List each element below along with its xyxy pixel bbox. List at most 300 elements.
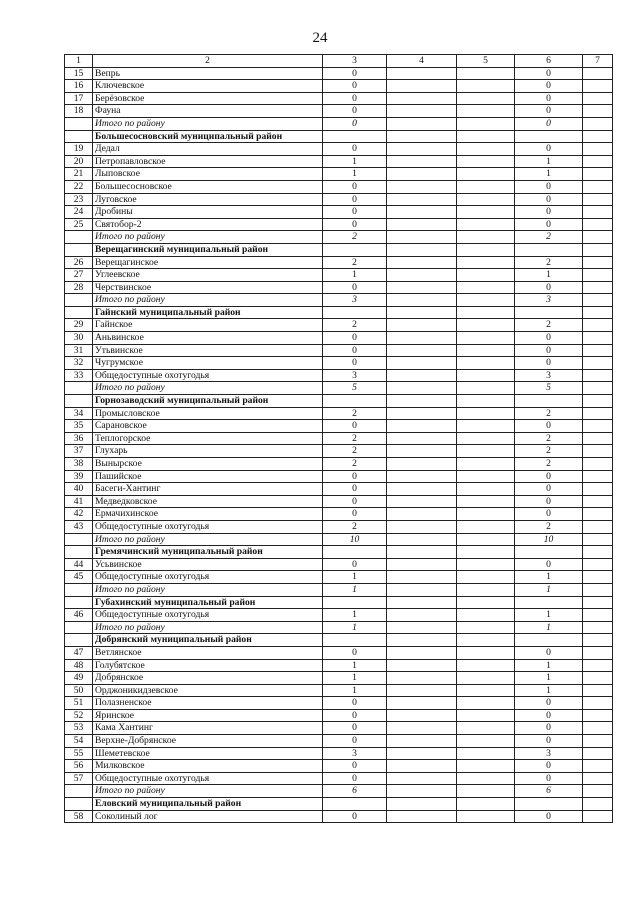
column-header: 5	[457, 55, 515, 68]
column-5-value	[457, 231, 515, 244]
column-3-value: 1	[323, 583, 387, 596]
column-6-value: 0	[515, 470, 583, 483]
column-4-value	[387, 231, 457, 244]
column-3-value: 2	[323, 520, 387, 533]
value-cell	[323, 243, 387, 256]
column-6-value: 0	[515, 105, 583, 118]
column-6-value: 0	[515, 709, 583, 722]
column-6-value: 0	[515, 80, 583, 93]
total-label: Итого по району	[93, 231, 323, 244]
district-name: Большесосновский муниципальный район	[93, 130, 323, 143]
value-cell	[457, 306, 515, 319]
district-header-row	[65, 546, 613, 559]
column-6-value: 1	[515, 168, 583, 181]
row-number-cell	[65, 533, 93, 546]
column-5-value	[457, 558, 515, 571]
column-6-value: 0	[515, 332, 583, 345]
column-6-value: 0	[515, 180, 583, 193]
table-row	[65, 470, 613, 483]
row-number-cell: 28	[65, 281, 93, 294]
district-name: Гремячинский муниципальный район	[93, 546, 323, 559]
value-cell	[515, 243, 583, 256]
column-header: 4	[387, 55, 457, 68]
column-4-value	[387, 445, 457, 458]
column-3-value: 2	[323, 458, 387, 471]
column-7-value	[583, 256, 613, 269]
column-7-value	[583, 646, 613, 659]
table-row	[65, 571, 613, 584]
value-cell	[457, 546, 515, 559]
column-5-value	[457, 458, 515, 471]
column-header: 1	[65, 55, 93, 68]
column-7-value	[583, 294, 613, 307]
value-cell	[387, 395, 457, 408]
column-5-value	[457, 80, 515, 93]
table-row	[65, 646, 613, 659]
value-cell	[583, 130, 613, 143]
column-4-value	[387, 760, 457, 773]
hunting-ground-name: Ветлянское	[93, 646, 323, 659]
column-6-value: 2	[515, 458, 583, 471]
column-5-value	[457, 269, 515, 282]
row-number-cell: 39	[65, 470, 93, 483]
row-number-cell: 26	[65, 256, 93, 269]
column-4-value	[387, 458, 457, 471]
hunting-ground-name: Дробины	[93, 206, 323, 219]
row-number-cell: 56	[65, 760, 93, 773]
district-name: Еловский муниципальный район	[93, 798, 323, 811]
column-6-value: 3	[515, 747, 583, 760]
column-4-value	[387, 621, 457, 634]
column-3-value: 0	[323, 357, 387, 370]
column-3-value: 0	[323, 105, 387, 118]
column-4-value	[387, 508, 457, 521]
value-cell	[323, 798, 387, 811]
column-7-value	[583, 697, 613, 710]
column-7-value	[583, 143, 613, 156]
column-3-value: 0	[323, 92, 387, 105]
hunting-ground-name: Верхне-Добрянское	[93, 735, 323, 748]
district-total-row	[65, 533, 613, 546]
column-3-value: 5	[323, 382, 387, 395]
value-cell	[387, 596, 457, 609]
column-5-value	[457, 697, 515, 710]
column-5-value	[457, 508, 515, 521]
table-row	[65, 495, 613, 508]
value-cell	[387, 798, 457, 811]
column-4-value	[387, 117, 457, 130]
column-3-value: 2	[323, 256, 387, 269]
column-3-value: 2	[323, 319, 387, 332]
column-5-value	[457, 785, 515, 798]
column-3-value: 0	[323, 697, 387, 710]
column-4-value	[387, 558, 457, 571]
column-5-value	[457, 143, 515, 156]
column-4-value	[387, 357, 457, 370]
column-7-value	[583, 420, 613, 433]
row-number-cell	[65, 306, 93, 319]
column-5-value	[457, 319, 515, 332]
column-5-value	[457, 621, 515, 634]
column-4-value	[387, 369, 457, 382]
hunting-ground-name: Берёзовское	[93, 92, 323, 105]
column-7-value	[583, 558, 613, 571]
row-number-cell: 17	[65, 92, 93, 105]
column-4-value	[387, 168, 457, 181]
row-number-cell: 30	[65, 332, 93, 345]
row-number-cell: 35	[65, 420, 93, 433]
row-number-cell: 48	[65, 659, 93, 672]
value-cell	[387, 306, 457, 319]
column-3-value: 0	[323, 67, 387, 80]
hunting-ground-name: Глухарь	[93, 445, 323, 458]
hunting-ground-name: Ермачихинское	[93, 508, 323, 521]
column-6-value: 0	[515, 143, 583, 156]
table-row	[65, 659, 613, 672]
hunting-ground-name: Общедоступные охотугодья	[93, 520, 323, 533]
row-number-cell: 37	[65, 445, 93, 458]
table-row	[65, 143, 613, 156]
column-6-value: 1	[515, 621, 583, 634]
district-total-row	[65, 117, 613, 130]
column-4-value	[387, 92, 457, 105]
row-number-cell	[65, 634, 93, 647]
column-5-value	[457, 407, 515, 420]
column-5-value	[457, 432, 515, 445]
column-3-value: 3	[323, 747, 387, 760]
row-number-cell: 52	[65, 709, 93, 722]
hunting-ground-name: Святобор-2	[93, 218, 323, 231]
row-number-cell	[65, 382, 93, 395]
column-5-value	[457, 168, 515, 181]
hunting-ground-name: Басеги-Хантинг	[93, 483, 323, 496]
table-row	[65, 407, 613, 420]
value-cell	[457, 130, 515, 143]
district-total-row	[65, 785, 613, 798]
column-5-value	[457, 495, 515, 508]
table-row	[65, 520, 613, 533]
column-7-value	[583, 621, 613, 634]
value-cell	[323, 634, 387, 647]
column-header: 3	[323, 55, 387, 68]
column-4-value	[387, 67, 457, 80]
column-3-value: 1	[323, 609, 387, 622]
table-row	[65, 609, 613, 622]
table-row	[65, 218, 613, 231]
column-4-value	[387, 735, 457, 748]
row-number-cell: 47	[65, 646, 93, 659]
column-5-value	[457, 92, 515, 105]
column-7-value	[583, 583, 613, 596]
row-number-cell: 58	[65, 810, 93, 823]
value-cell	[583, 306, 613, 319]
district-header-row	[65, 306, 613, 319]
column-6-value: 0	[515, 772, 583, 785]
column-6-value: 0	[515, 92, 583, 105]
column-7-value	[583, 269, 613, 282]
column-4-value	[387, 407, 457, 420]
column-3-value: 1	[323, 684, 387, 697]
column-3-value: 1	[323, 571, 387, 584]
column-3-value: 0	[323, 281, 387, 294]
table-row	[65, 684, 613, 697]
row-number-cell: 21	[65, 168, 93, 181]
column-6-value: 10	[515, 533, 583, 546]
column-6-value: 0	[515, 697, 583, 710]
column-7-value	[583, 458, 613, 471]
column-6-value: 1	[515, 269, 583, 282]
column-5-value	[457, 420, 515, 433]
column-4-value	[387, 697, 457, 710]
column-7-value	[583, 369, 613, 382]
column-4-value	[387, 294, 457, 307]
column-6-value: 0	[515, 206, 583, 219]
table-row	[65, 105, 613, 118]
column-6-value: 1	[515, 583, 583, 596]
district-name: Добрянский муниципальный район	[93, 634, 323, 647]
column-4-value	[387, 609, 457, 622]
hunting-ground-name: Чугрумское	[93, 357, 323, 370]
column-5-value	[457, 520, 515, 533]
column-6-value: 0	[515, 508, 583, 521]
row-number-cell: 34	[65, 407, 93, 420]
page-number: 24	[312, 30, 328, 46]
column-7-value	[583, 344, 613, 357]
district-header-row	[65, 596, 613, 609]
column-5-value	[457, 218, 515, 231]
column-7-value	[583, 432, 613, 445]
row-number-cell: 42	[65, 508, 93, 521]
table-row	[65, 722, 613, 735]
column-7-value	[583, 80, 613, 93]
table-row	[65, 672, 613, 685]
row-number-cell: 19	[65, 143, 93, 156]
row-number-cell: 20	[65, 155, 93, 168]
column-5-value	[457, 117, 515, 130]
table-row	[65, 810, 613, 823]
column-4-value	[387, 193, 457, 206]
value-cell	[457, 798, 515, 811]
table-row	[65, 369, 613, 382]
total-label: Итого по району	[93, 785, 323, 798]
value-cell	[515, 546, 583, 559]
row-number-cell: 54	[65, 735, 93, 748]
table-row	[65, 281, 613, 294]
column-6-value: 1	[515, 659, 583, 672]
column-3-value: 3	[323, 369, 387, 382]
column-7-value	[583, 785, 613, 798]
column-6-value: 1	[515, 672, 583, 685]
column-5-value	[457, 571, 515, 584]
column-header: 7	[583, 55, 613, 68]
column-4-value	[387, 332, 457, 345]
column-7-value	[583, 483, 613, 496]
column-4-value	[387, 180, 457, 193]
column-3-value: 0	[323, 344, 387, 357]
district-total-row	[65, 294, 613, 307]
table-header-row	[65, 55, 613, 68]
table-row	[65, 155, 613, 168]
value-cell	[323, 130, 387, 143]
column-6-value: 2	[515, 407, 583, 420]
total-label: Итого по району	[93, 117, 323, 130]
column-4-value	[387, 772, 457, 785]
total-label: Итого по району	[93, 583, 323, 596]
column-4-value	[387, 495, 457, 508]
hunting-ground-name: Лыповское	[93, 168, 323, 181]
column-4-value	[387, 810, 457, 823]
column-5-value	[457, 659, 515, 672]
column-7-value	[583, 193, 613, 206]
value-cell	[323, 395, 387, 408]
hunting-ground-name: Общедоступные охотугодья	[93, 369, 323, 382]
value-cell	[583, 798, 613, 811]
column-5-value	[457, 193, 515, 206]
district-header-row	[65, 798, 613, 811]
column-3-value: 2	[323, 407, 387, 420]
table-row	[65, 256, 613, 269]
column-5-value	[457, 256, 515, 269]
row-number-cell: 18	[65, 105, 93, 118]
district-header-row	[65, 243, 613, 256]
column-6-value: 5	[515, 382, 583, 395]
column-5-value	[457, 772, 515, 785]
hunting-ground-name: Общедоступные охотугодья	[93, 609, 323, 622]
column-5-value	[457, 735, 515, 748]
column-5-value	[457, 810, 515, 823]
row-number-cell	[65, 785, 93, 798]
column-7-value	[583, 684, 613, 697]
column-7-value	[583, 747, 613, 760]
column-6-value: 2	[515, 231, 583, 244]
row-number-cell: 22	[65, 180, 93, 193]
column-3-value: 1	[323, 621, 387, 634]
column-6-value: 0	[515, 760, 583, 773]
column-3-value: 0	[323, 218, 387, 231]
hunting-ground-name: Аньвинское	[93, 332, 323, 345]
column-7-value	[583, 168, 613, 181]
value-cell	[515, 306, 583, 319]
column-7-value	[583, 495, 613, 508]
column-5-value	[457, 747, 515, 760]
value-cell	[457, 596, 515, 609]
column-6-value: 0	[515, 344, 583, 357]
column-4-value	[387, 420, 457, 433]
value-cell	[387, 130, 457, 143]
column-3-value: 0	[323, 722, 387, 735]
column-4-value	[387, 520, 457, 533]
column-7-value	[583, 533, 613, 546]
district-total-row	[65, 231, 613, 244]
column-4-value	[387, 218, 457, 231]
hunting-ground-name: Вепрь	[93, 67, 323, 80]
column-header: 2	[93, 55, 323, 68]
table-row	[65, 558, 613, 571]
column-6-value: 2	[515, 520, 583, 533]
table-row	[65, 92, 613, 105]
column-7-value	[583, 231, 613, 244]
column-4-value	[387, 684, 457, 697]
table-row	[65, 772, 613, 785]
value-cell	[515, 395, 583, 408]
column-7-value	[583, 407, 613, 420]
table-row	[65, 445, 613, 458]
column-6-value: 0	[515, 558, 583, 571]
table-row	[65, 735, 613, 748]
column-4-value	[387, 155, 457, 168]
column-6-value: 0	[515, 722, 583, 735]
hunting-ground-name: Пашийское	[93, 470, 323, 483]
hunting-ground-name: Добрянское	[93, 672, 323, 685]
column-4-value	[387, 269, 457, 282]
column-3-value: 0	[323, 646, 387, 659]
total-label: Итого по району	[93, 533, 323, 546]
column-5-value	[457, 445, 515, 458]
row-number-cell: 29	[65, 319, 93, 332]
column-6-value: 0	[515, 117, 583, 130]
column-7-value	[583, 382, 613, 395]
row-number-cell: 33	[65, 369, 93, 382]
row-number-cell: 16	[65, 80, 93, 93]
column-3-value: 0	[323, 735, 387, 748]
column-6-value: 0	[515, 646, 583, 659]
table-row	[65, 193, 613, 206]
column-5-value	[457, 369, 515, 382]
district-total-row	[65, 382, 613, 395]
column-5-value	[457, 483, 515, 496]
column-4-value	[387, 659, 457, 672]
hunting-ground-name: Вынырское	[93, 458, 323, 471]
column-4-value	[387, 206, 457, 219]
column-7-value	[583, 508, 613, 521]
value-cell	[457, 634, 515, 647]
value-cell	[457, 243, 515, 256]
hunting-ground-name: Голубятское	[93, 659, 323, 672]
column-6-value: 0	[515, 67, 583, 80]
row-number-cell: 44	[65, 558, 93, 571]
column-7-value	[583, 609, 613, 622]
table-row	[65, 332, 613, 345]
column-7-value	[583, 92, 613, 105]
value-cell	[583, 546, 613, 559]
column-7-value	[583, 735, 613, 748]
column-4-value	[387, 583, 457, 596]
table-row	[65, 269, 613, 282]
value-cell	[583, 596, 613, 609]
column-7-value	[583, 810, 613, 823]
column-5-value	[457, 206, 515, 219]
column-3-value: 1	[323, 168, 387, 181]
column-7-value	[583, 520, 613, 533]
row-number-cell: 51	[65, 697, 93, 710]
row-number-cell	[65, 231, 93, 244]
district-total-row	[65, 621, 613, 634]
column-4-value	[387, 722, 457, 735]
hunting-ground-name: Ключевское	[93, 80, 323, 93]
value-cell	[583, 395, 613, 408]
table-row	[65, 709, 613, 722]
column-5-value	[457, 533, 515, 546]
column-7-value	[583, 722, 613, 735]
row-number-cell	[65, 583, 93, 596]
hunting-ground-name: Петропавловское	[93, 155, 323, 168]
value-cell	[323, 306, 387, 319]
column-6-value: 0	[515, 193, 583, 206]
column-5-value	[457, 294, 515, 307]
row-number-cell	[65, 130, 93, 143]
column-3-value: 1	[323, 155, 387, 168]
row-number-cell: 25	[65, 218, 93, 231]
